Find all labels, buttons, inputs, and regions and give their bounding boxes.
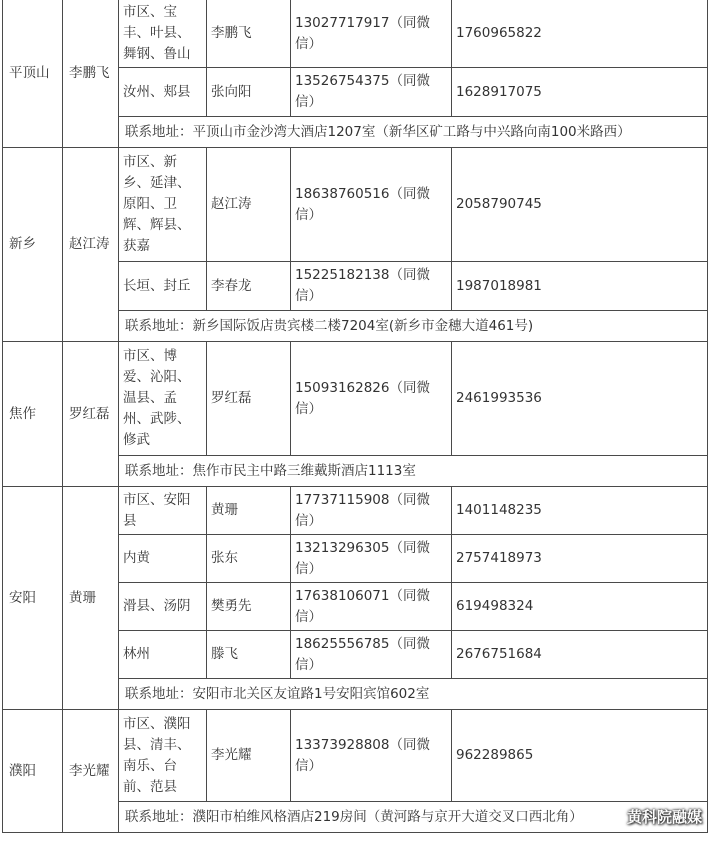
table-row (3, 0, 708, 68)
table-row (3, 342, 708, 456)
area-cell: 汝州、郏县 (119, 68, 207, 117)
area-cell: 林州 (119, 631, 207, 679)
area-cell: 市区、宝丰、叶县、舞钢、鲁山 (119, 0, 207, 68)
phone-cell: 17737115908（同微信） (291, 487, 452, 535)
watermark-text: 黄科院融媒 (626, 808, 702, 826)
area-cell: 市区、濮阳县、清丰、南乐、台前、范县 (119, 710, 207, 802)
area-cell: 市区、博爱、沁阳、温县、孟州、武陟、修武 (119, 342, 207, 456)
phone-cell: 18625556785（同微信） (291, 631, 452, 679)
table-row (3, 710, 708, 802)
qq-cell: 1628917075 (452, 68, 708, 117)
contact-name-cell: 樊勇先 (207, 583, 291, 631)
phone-cell: 15093162826（同微信） (291, 342, 452, 456)
city-cell: 安阳 (3, 487, 63, 710)
address-cell: 联系地址：濮阳市柏维风格酒店219房间（黄河路与京开大道交叉口西北角） (119, 802, 708, 833)
table-row (3, 148, 708, 262)
phone-cell: 13526754375（同微信） (291, 68, 452, 117)
qq-cell: 1987018981 (452, 262, 708, 311)
city-cell: 平顶山 (3, 0, 63, 148)
area-cell: 长垣、封丘 (119, 262, 207, 311)
qq-cell: 1760965822 (452, 0, 708, 68)
phone-cell: 13373928808（同微信） (291, 710, 452, 802)
address-cell: 联系地址：平顶山市金沙湾大酒店1207室（新华区矿工路与中兴路向南100米路西） (119, 117, 708, 148)
city-cell: 新乡 (3, 148, 63, 342)
contact-name-cell: 赵江涛 (207, 148, 291, 262)
leader-cell: 罗红磊 (63, 342, 119, 487)
city-cell: 濮阳 (3, 710, 63, 833)
phone-cell: 15225182138（同微信） (291, 262, 452, 311)
qq-cell: 2676751684 (452, 631, 708, 679)
contact-name-cell: 李鹏飞 (207, 0, 291, 68)
phone-cell: 17638106071（同微信） (291, 583, 452, 631)
contact-name-cell: 李春龙 (207, 262, 291, 311)
city-cell: 焦作 (3, 342, 63, 487)
area-cell: 市区、新乡、延津、原阳、卫辉、辉县、获嘉 (119, 148, 207, 262)
qq-cell: 619498324 (452, 583, 708, 631)
qq-cell: 2757418973 (452, 535, 708, 583)
leader-cell: 黄珊 (63, 487, 119, 710)
contact-name-cell: 李光耀 (207, 710, 291, 802)
contact-name-cell: 黄珊 (207, 487, 291, 535)
address-cell: 联系地址：安阳市北关区友谊路1号安阳宾馆602室 (119, 679, 708, 710)
qq-cell: 2461993536 (452, 342, 708, 456)
area-cell: 滑县、汤阴 (119, 583, 207, 631)
contact-name-cell: 张东 (207, 535, 291, 583)
table-row (3, 487, 708, 535)
watermark (601, 806, 702, 827)
leader-cell: 李鹏飞 (63, 0, 119, 148)
qq-cell: 962289865 (452, 710, 708, 802)
phone-cell: 13213296305（同微信） (291, 535, 452, 583)
leader-cell: 李光耀 (63, 710, 119, 833)
qq-cell: 1401148235 (452, 487, 708, 535)
contact-name-cell: 滕飞 (207, 631, 291, 679)
area-cell: 内黄 (119, 535, 207, 583)
wechat-icon (601, 807, 623, 827)
phone-cell: 18638760516（同微信） (291, 148, 452, 262)
contact-name-cell: 罗红磊 (207, 342, 291, 456)
qq-cell: 2058790745 (452, 148, 708, 262)
contact-table (2, 0, 708, 833)
contact-name-cell: 张向阳 (207, 68, 291, 117)
address-cell: 联系地址：新乡国际饭店贵宾楼二楼7204室(新乡市金穗大道461号) (119, 311, 708, 342)
area-cell: 市区、安阳县 (119, 487, 207, 535)
phone-cell: 13027717917（同微信） (291, 0, 452, 68)
leader-cell: 赵江涛 (63, 148, 119, 342)
address-cell: 联系地址：焦作市民主中路三维戴斯酒店1113室 (119, 456, 708, 487)
